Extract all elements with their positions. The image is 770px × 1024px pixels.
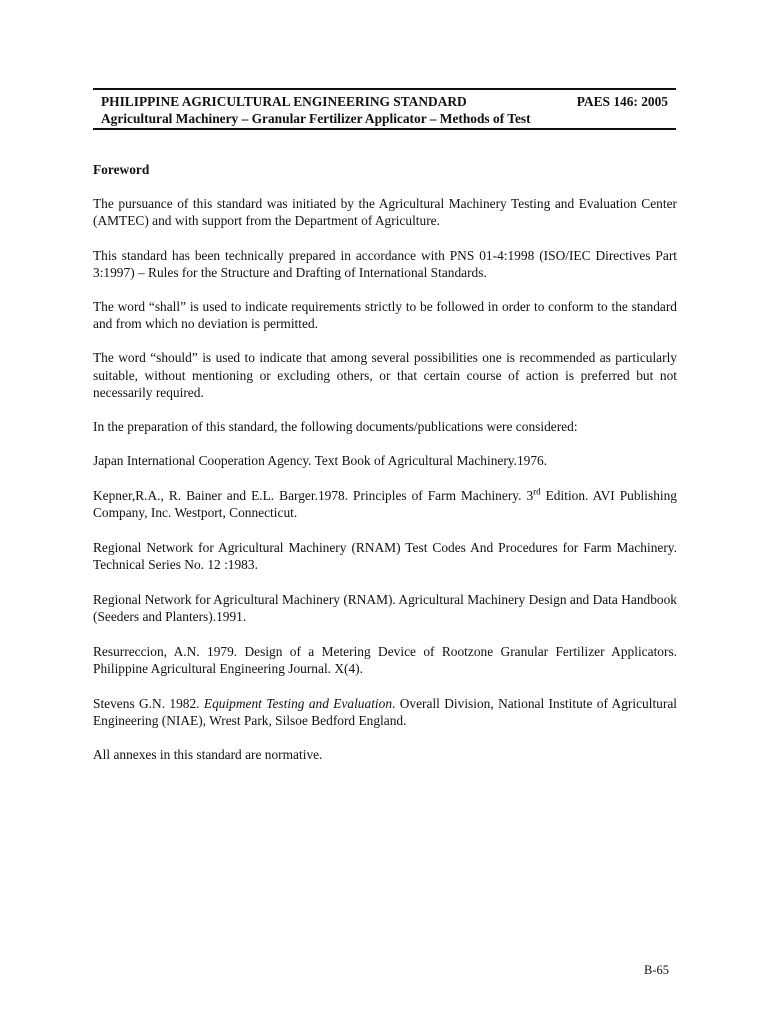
reference-6 [93, 695, 677, 729]
foreword-paragraph-5: In the preparation of this standard, the following documents/publications were considered: [93, 419, 578, 435]
reference-4: Regional Network for Agricultural Machinery (RNAM). Agricultural Machinery Design and Data Handbook (Seeders and Planters).1991. [93, 591, 677, 624]
standard-subtitle: Agricultural Machinery – Granular Fertilizer Applicator – Methods of Test [101, 111, 531, 126]
header-title-row [101, 93, 676, 110]
reference-1: Japan International Cooperation Agency. Text Book of Agricultural Machinery.1976. [93, 453, 548, 469]
foreword-paragraph-3: The word “shall” is used to indicate requirements strictly to be followed in order to conform to the standard and from which no deviation is permitted. [93, 299, 677, 332]
reference-2-text-end: Edition. AVI Publishing Company, Inc. Westport, Connecticut. [93, 487, 677, 521]
foreword-paragraph-4: The word “should” is used to indicate that among several possibilities one is recommended as particularly suitable, without mentioning or excluding others, or that certain course of action is preferred but not necessarily required. [93, 350, 677, 400]
foreword-paragraph-1: The pursuance of this standard was initiated by the Agricultural Machinery Testing and Evaluation Center (AMTEC) and with support from the Department of Agriculture. [93, 196, 677, 229]
reference-5: Resurreccion, A.N. 1979. Design of a Metering Device of Rootzone Granular Fertilizer Applicators. Philippine Agricultural Engineering Journal. X(4). [93, 643, 677, 676]
reference-6-title: Equipment Testing and Evaluation [203, 695, 393, 711]
annex-note: All annexes in this standard are normative. [93, 747, 323, 763]
page-number: B-65 [644, 963, 669, 977]
standard-title: PHILIPPINE AGRICULTURAL ENGINEERING STANDARD [101, 94, 467, 109]
document-header [93, 88, 676, 130]
reference-2-superscript: rd [533, 486, 541, 497]
reference-3: Regional Network for Agricultural Machinery (RNAM) Test Codes And Procedures for Farm Machinery. Technical Series No. 12 :1983. [93, 539, 677, 573]
document-body [93, 161, 677, 781]
reference-2-text-start: Kepner,R.A., R. Bainer and E.L. Barger.1978. Principles of Farm Machinery. 3 [93, 487, 534, 503]
reference-6-publisher: . Overall Division, National Institute of Agricultural Engineering (NIAE), Wrest Park, Silsoe Bedford England. [93, 695, 677, 728]
foreword-heading: Foreword [93, 162, 150, 177]
reference-2 [93, 487, 677, 521]
reference-6-author: Stevens G.N. 1982. [93, 695, 204, 711]
standard-code: PAES 146: 2005 [576, 94, 668, 109]
foreword-paragraph-2: This standard has been technically prepared in accordance with PNS 01-4:1998 (ISO/IEC Directives Part 3:1997) – Rules for the Structure and Drafting of International Standards. [93, 247, 677, 280]
